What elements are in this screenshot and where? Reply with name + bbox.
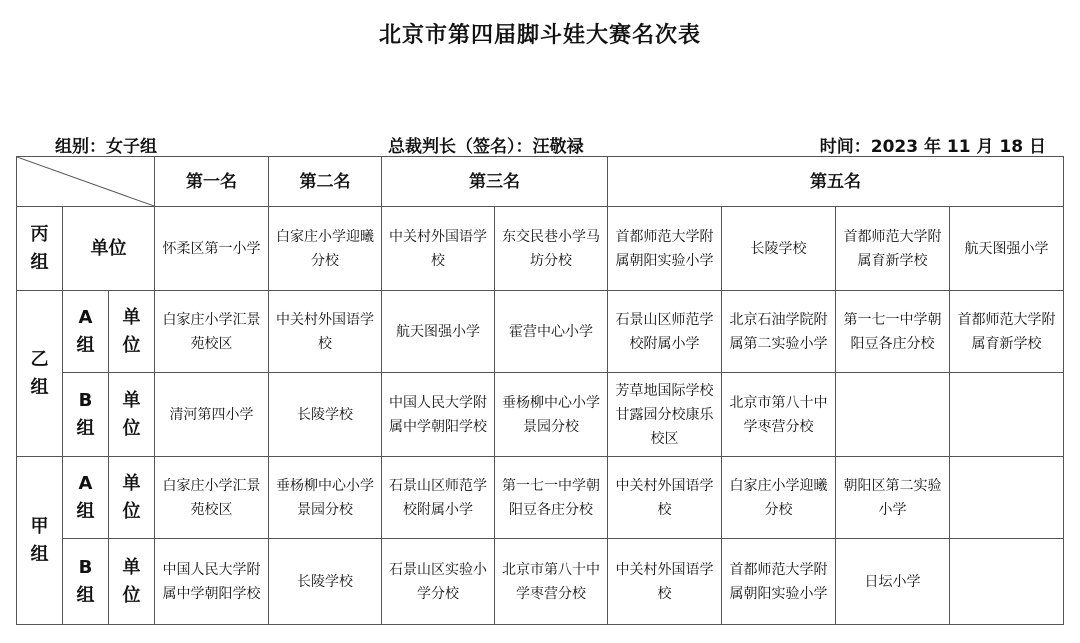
unit-label: 单位 [63, 207, 155, 291]
table-row [17, 291, 1064, 373]
unit-label: 单位 [109, 373, 155, 457]
unit-label: 单位 [109, 457, 155, 539]
table-cell: 垂杨柳中心小学景园分校 [269, 457, 382, 539]
table-cell: 石景山区师范学校附属小学 [608, 291, 722, 373]
table-cell: 石景山区师范学校附属小学 [382, 457, 495, 539]
header-row [17, 157, 1064, 207]
date-label: 时间：2023 年 11 月 18 日 [819, 137, 1046, 157]
table-row [17, 373, 1064, 457]
table-cell [950, 457, 1064, 539]
group-yi-label: 乙组 [17, 291, 63, 457]
table-cell: 北京市第八十中学枣营分校 [495, 539, 608, 625]
table-cell: 石景山区实验小学分校 [382, 539, 495, 625]
subgroup-a-label: A组 [63, 291, 109, 373]
table-cell [950, 539, 1064, 625]
table-cell: 首都师范大学附属朝阳实验小学 [608, 207, 722, 291]
table-cell: 霍营中心小学 [495, 291, 608, 373]
subgroup-b-label: B组 [63, 373, 109, 457]
header-corner [17, 157, 155, 207]
table-row [17, 457, 1064, 539]
table-cell: 中关村外国语学校 [382, 207, 495, 291]
chief-judge-label: 总裁判长（签名）：汪敬禄 [388, 137, 584, 157]
table-cell: 怀柔区第一小学 [155, 207, 269, 291]
table-cell: 中国人民大学附属中学朝阳学校 [155, 539, 269, 625]
table-cell: 航天图强小学 [382, 291, 495, 373]
table-cell: 日坛小学 [836, 539, 950, 625]
table-cell: 中关村外国语学校 [608, 539, 722, 625]
table-cell: 中关村外国语学校 [608, 457, 722, 539]
table-cell: 航天图强小学 [950, 207, 1064, 291]
table-cell: 白家庄小学汇景苑校区 [155, 457, 269, 539]
table-cell [950, 373, 1064, 457]
table-cell: 东交民巷小学马坊分校 [495, 207, 608, 291]
group-jia-label: 甲组 [17, 457, 63, 625]
group-bing-label: 丙组 [17, 207, 63, 291]
table-row [17, 207, 1064, 291]
table-cell: 第一七一中学朝阳豆各庄分校 [836, 291, 950, 373]
unit-label: 单位 [109, 291, 155, 373]
table-cell: 第一七一中学朝阳豆各庄分校 [495, 457, 608, 539]
subgroup-a-label: A组 [63, 457, 109, 539]
table-cell: 首都师范大学附属育新学校 [836, 207, 950, 291]
table-cell: 长陵学校 [269, 373, 382, 457]
ranking-table [16, 156, 1064, 625]
table-cell: 北京市第八十中学枣营分校 [722, 373, 836, 457]
table-cell: 白家庄小学迎曦分校 [269, 207, 382, 291]
table-cell: 长陵学校 [269, 539, 382, 625]
header-first: 第一名 [155, 157, 269, 207]
table-cell: 中国人民大学附属中学朝阳学校 [382, 373, 495, 457]
table-cell: 首都师范大学附属朝阳实验小学 [722, 539, 836, 625]
table-cell: 北京石油学院附属第二实验小学 [722, 291, 836, 373]
table-cell: 芳草地国际学校甘露园分校康乐校区 [608, 373, 722, 457]
header-fifth: 第五名 [608, 157, 1064, 207]
subgroup-b-label: B组 [63, 539, 109, 625]
table-cell: 长陵学校 [722, 207, 836, 291]
table-row [17, 539, 1064, 625]
unit-label: 单位 [109, 539, 155, 625]
page-title: 北京市第四届脚斗娃大赛名次表 [378, 23, 701, 48]
table-cell: 白家庄小学汇景苑校区 [155, 291, 269, 373]
table-cell: 首都师范大学附属育新学校 [950, 291, 1064, 373]
table-cell: 朝阳区第二实验小学 [836, 457, 950, 539]
table-cell: 中关村外国语学校 [269, 291, 382, 373]
table-cell: 白家庄小学迎曦分校 [722, 457, 836, 539]
table-cell: 垂杨柳中心小学景园分校 [495, 373, 608, 457]
table-cell [836, 373, 950, 457]
table-cell: 清河第四小学 [155, 373, 269, 457]
header-third: 第三名 [382, 157, 608, 207]
header-second: 第二名 [269, 157, 382, 207]
group-label: 组别：女子组 [55, 137, 157, 157]
